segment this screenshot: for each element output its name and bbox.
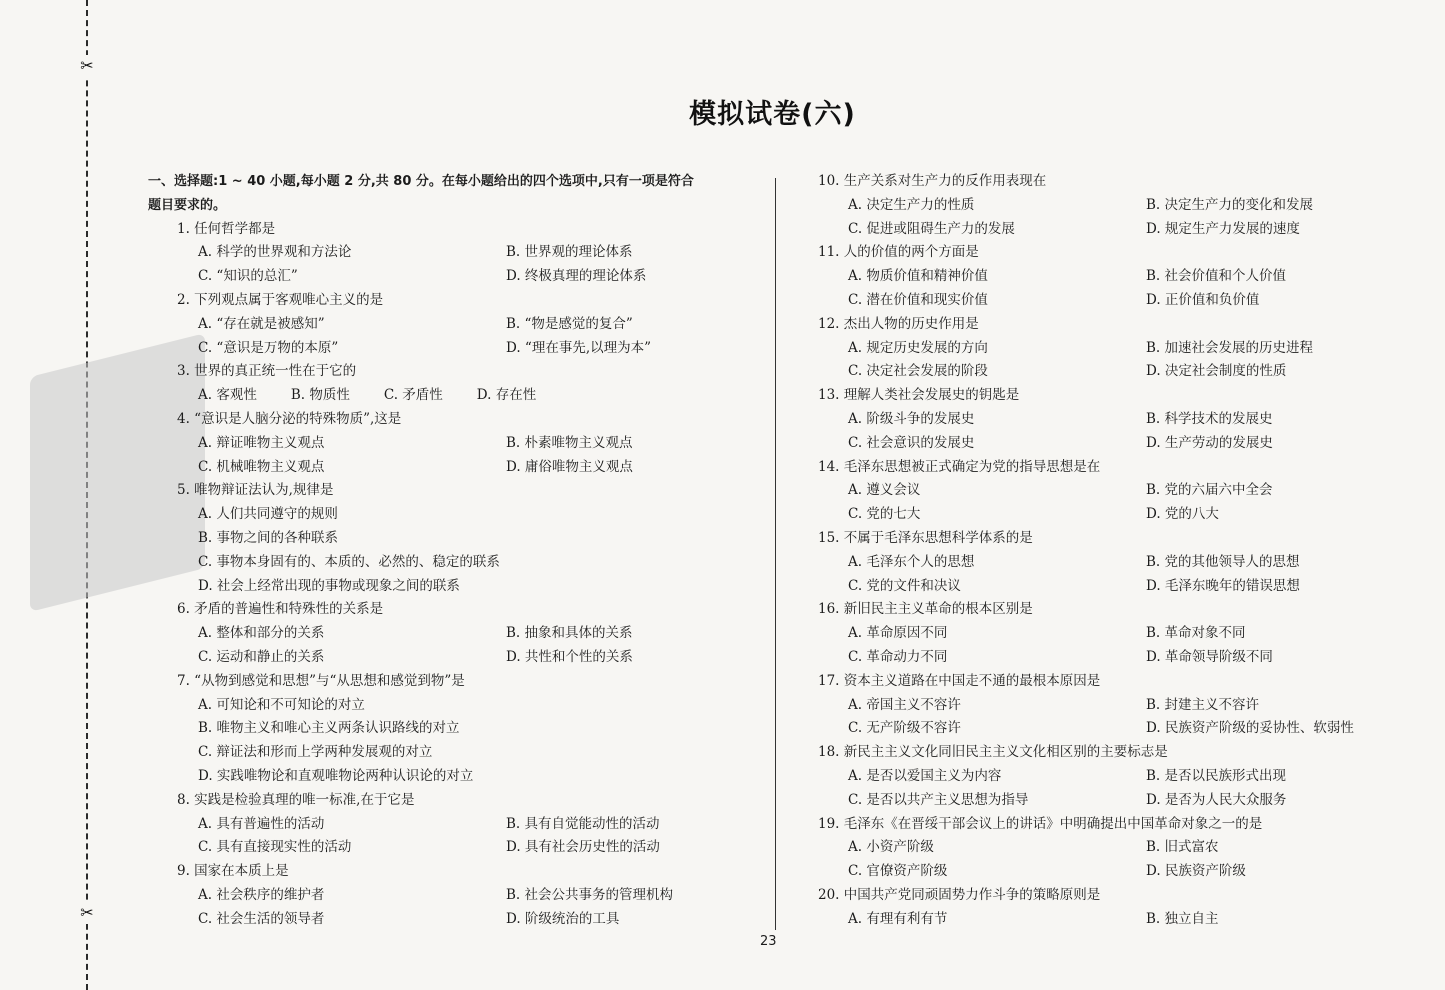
option-row	[148, 622, 768, 646]
option-a: A. 是否以爱国主义为内容	[848, 767, 1002, 784]
section-instructions: 一、选择题:1 ~ 40 小题,每小题 2 分,共 80 分。在每小题给出的四个选项中,只有一项是符合	[148, 174, 694, 189]
option-d: D. 终极真理的理论体系	[506, 268, 647, 285]
option-c: C. 社会意识的发展史	[848, 434, 975, 451]
option-row	[818, 694, 1378, 718]
option-c: C. 革命动力不同	[848, 648, 948, 665]
question-stem: 15. 不属于毛泽东思想科学体系的是	[818, 529, 1033, 546]
option-a: A. 科学的世界观和方法论	[198, 244, 352, 261]
question-stem: 10. 生产关系对生产力的反作用表现在	[818, 173, 1047, 189]
option-a: A. 整体和部分的关系	[198, 625, 325, 642]
option-b: B. 封建主义不容许	[1146, 696, 1260, 713]
option-row	[818, 765, 1378, 789]
question-stem: 11. 人的价值的两个方面是	[818, 244, 979, 261]
option-d: D. 是否为人民大众服务	[1146, 791, 1287, 808]
option-b: B. 社会公共事务的管理机构	[506, 886, 674, 903]
option-row	[818, 622, 1378, 646]
option-row	[818, 337, 1378, 361]
option-a: A. 物质价值和精神价值	[848, 268, 988, 285]
option-row	[818, 218, 1378, 242]
option-c: C. 是否以共产主义思想为指导	[848, 791, 1029, 808]
option-d: D. 民族资产阶级	[1146, 863, 1246, 880]
option-a: A. 可知论和不可知论的对立	[198, 696, 365, 713]
option-a: A. 客观性	[198, 387, 257, 404]
option-b: B. 独立自主	[1146, 910, 1219, 927]
option-c: C. 社会生活的领导者	[198, 910, 325, 927]
option-a: A. 小资产阶级	[848, 839, 934, 856]
option-b: B. 党的六届六中全会	[1146, 482, 1273, 499]
question-stem: 12. 杰出人物的历史作用是	[818, 315, 979, 332]
option-row	[818, 408, 1378, 432]
question-stem: 8. 实践是检验真理的唯一标准,在于它是	[177, 791, 415, 808]
option-a: A. 人们共同遵守的规则	[198, 506, 338, 523]
scissors-icon: ✂	[78, 902, 96, 924]
option-row	[818, 789, 1378, 813]
option-c: C. 机械唯物主义观点	[198, 458, 325, 475]
option-c: C. “知识的总汇”	[198, 268, 298, 285]
option-a: A. 辩证唯物主义观点	[198, 434, 325, 451]
option-row	[148, 337, 768, 361]
question-stem: 4. “意识是人脑分泌的特殊物质”,这是	[177, 410, 402, 427]
option-a: A. 规定历史发展的方向	[848, 339, 988, 356]
question-stem: 3. 世界的真正统一性在于它的	[177, 363, 357, 380]
column-divider	[775, 178, 776, 930]
option-a: A. 有理有利有节	[848, 910, 948, 927]
option-row	[818, 575, 1378, 599]
option-d: D. 社会上经常出现的事物或现象之间的联系	[198, 577, 460, 594]
option-row	[148, 456, 768, 480]
option-b: B. 社会价值和个人价值	[1146, 268, 1287, 285]
option-b: B. 唯物主义和唯心主义两条认识路线的对立	[198, 720, 460, 737]
page-number: 23	[760, 934, 777, 949]
right-column	[818, 170, 1378, 932]
option-b: B. 物质性	[290, 387, 350, 404]
question-stem: 7. “从物到感觉和思想”与“从思想和感觉到物”是	[177, 672, 465, 689]
option-a: A. 社会秩序的维护者	[198, 886, 325, 903]
option-b: B. 党的其他领导人的思想	[1146, 553, 1300, 570]
option-row	[148, 265, 768, 289]
section-instructions-cont: 题目要求的。	[148, 197, 227, 213]
question-stem: 14. 毛泽东思想被正式确定为党的指导思想是在	[818, 458, 1101, 475]
option-b: B. 决定生产力的变化和发展	[1146, 196, 1314, 213]
option-d: D. 党的八大	[1146, 506, 1219, 523]
option-d: D. 阶级统治的工具	[506, 910, 620, 927]
option-a: A. 帝国主义不容许	[848, 696, 961, 713]
option-a: A. 毛泽东个人的思想	[848, 553, 975, 570]
question-stem: 16. 新旧民主主义革命的根本区别是	[818, 601, 1033, 618]
option-d: D. 实践唯物论和直观唯物论两种认识论的对立	[198, 767, 474, 784]
option-a: A. 决定生产力的性质	[848, 196, 975, 213]
question-stem: 6. 矛盾的普遍性和特殊性的关系是	[177, 601, 384, 618]
option-b: B. 科学技术的发展史	[1146, 410, 1273, 427]
option-row	[818, 265, 1378, 289]
option-c: C. 辩证法和形而上学两种发展观的对立	[198, 744, 433, 761]
option-c: C. 官僚资产阶级	[848, 863, 948, 880]
scissors-icon: ✂	[78, 55, 96, 77]
option-b: B. 朴素唯物主义观点	[506, 434, 633, 451]
question-stem: 17. 资本主义道路在中国走不通的最根本原因是	[818, 672, 1101, 689]
option-a: A. 阶级斗争的发展史	[848, 410, 975, 427]
option-c: C. 党的七大	[848, 506, 921, 523]
option-row	[818, 860, 1378, 884]
option-c: C. 促进或阻碍生产力的发展	[848, 220, 1015, 237]
option-c: C. 决定社会发展的阶段	[848, 363, 988, 380]
option-a: A. 革命原因不同	[848, 625, 948, 642]
option-row	[148, 646, 768, 670]
option-row	[148, 384, 768, 408]
option-c: C. 党的文件和决议	[848, 577, 961, 594]
option-row	[148, 313, 768, 337]
option-row	[148, 836, 768, 860]
option-d: D. “理在事先,以理为本”	[506, 339, 652, 356]
question-stem: 13. 理解人类社会发展史的钥匙是	[818, 387, 1020, 404]
option-row	[148, 908, 768, 932]
option-row	[818, 908, 1378, 932]
option-d: D. 规定生产力发展的速度	[1146, 220, 1300, 237]
option-row	[818, 503, 1378, 527]
option-c: C. 事物本身固有的、本质的、必然的、稳定的联系	[198, 553, 500, 570]
option-d: D. 庸俗唯物主义观点	[506, 458, 633, 475]
left-column	[148, 170, 768, 932]
option-c: C. 无产阶级不容许	[848, 720, 961, 737]
option-row	[818, 479, 1378, 503]
option-a: A. “存在就是被感知”	[198, 315, 325, 332]
question-stem: 2. 下列观点属于客观唯心主义的是	[177, 291, 384, 308]
option-row	[148, 432, 768, 456]
option-b: B. 革命对象不同	[1146, 625, 1246, 642]
option-row	[818, 717, 1378, 741]
option-c: C. 运动和静止的关系	[198, 648, 325, 665]
option-d: D. 民族资产阶级的妥协性、软弱性	[1146, 720, 1354, 737]
question-stem: 1. 任何哲学都是	[177, 220, 276, 237]
option-c: C. 具有直接现实性的活动	[198, 839, 352, 856]
option-b: B. “物是感觉的复合”	[506, 315, 633, 332]
option-d: D. 毛泽东晚年的错误思想	[1146, 577, 1300, 594]
option-b: B. 是否以民族形式出现	[1146, 767, 1287, 784]
option-row	[818, 432, 1378, 456]
page-title: 模拟试卷(六)	[689, 99, 856, 130]
option-c: C. 潜在价值和现实价值	[848, 291, 988, 308]
option-d: D. 正价值和负价值	[1146, 291, 1260, 308]
option-b: B. 抽象和具体的关系	[506, 625, 633, 642]
option-d: D. 革命领导阶级不同	[1146, 648, 1273, 665]
option-c: C. 矛盾性	[383, 387, 443, 404]
question-stem: 9. 国家在本质上是	[177, 863, 289, 880]
option-row	[818, 194, 1378, 218]
option-c: C. “意识是万物的本原”	[198, 339, 339, 356]
option-d: D. 共性和个性的关系	[506, 648, 633, 665]
option-row	[818, 360, 1378, 384]
question-stem: 19. 毛泽东《在晋绥干部会议上的讲话》中明确提出中国革命对象之一的是	[818, 815, 1263, 832]
option-d: D. 决定社会制度的性质	[1146, 363, 1287, 380]
option-a: A. 遵义会议	[848, 482, 921, 499]
option-b: B. 加速社会发展的历史进程	[1146, 339, 1314, 356]
option-b: B. 具有自觉能动性的活动	[506, 815, 660, 832]
option-row	[148, 813, 768, 837]
option-a: A. 具有普遍性的活动	[198, 815, 325, 832]
question-stem: 20. 中国共产党同顽固势力作斗争的策略原则是	[818, 886, 1101, 903]
option-b: B. 世界观的理论体系	[506, 244, 633, 261]
option-b: B. 事物之间的各种联系	[198, 529, 339, 546]
option-d: D. 具有社会历史性的活动	[506, 839, 660, 856]
question-stem: 18. 新民主主义文化同旧民主主义文化相区别的主要标志是	[818, 744, 1168, 761]
option-row	[148, 241, 768, 265]
option-row	[148, 884, 768, 908]
option-row	[818, 551, 1378, 575]
option-row	[818, 836, 1378, 860]
option-b: B. 旧式富农	[1146, 839, 1219, 856]
option-d: D. 存在性	[476, 387, 537, 404]
option-row	[818, 646, 1378, 670]
question-stem: 5. 唯物辩证法认为,规律是	[177, 482, 334, 499]
option-row	[818, 289, 1378, 313]
option-d: D. 生产劳动的发展史	[1146, 434, 1273, 451]
